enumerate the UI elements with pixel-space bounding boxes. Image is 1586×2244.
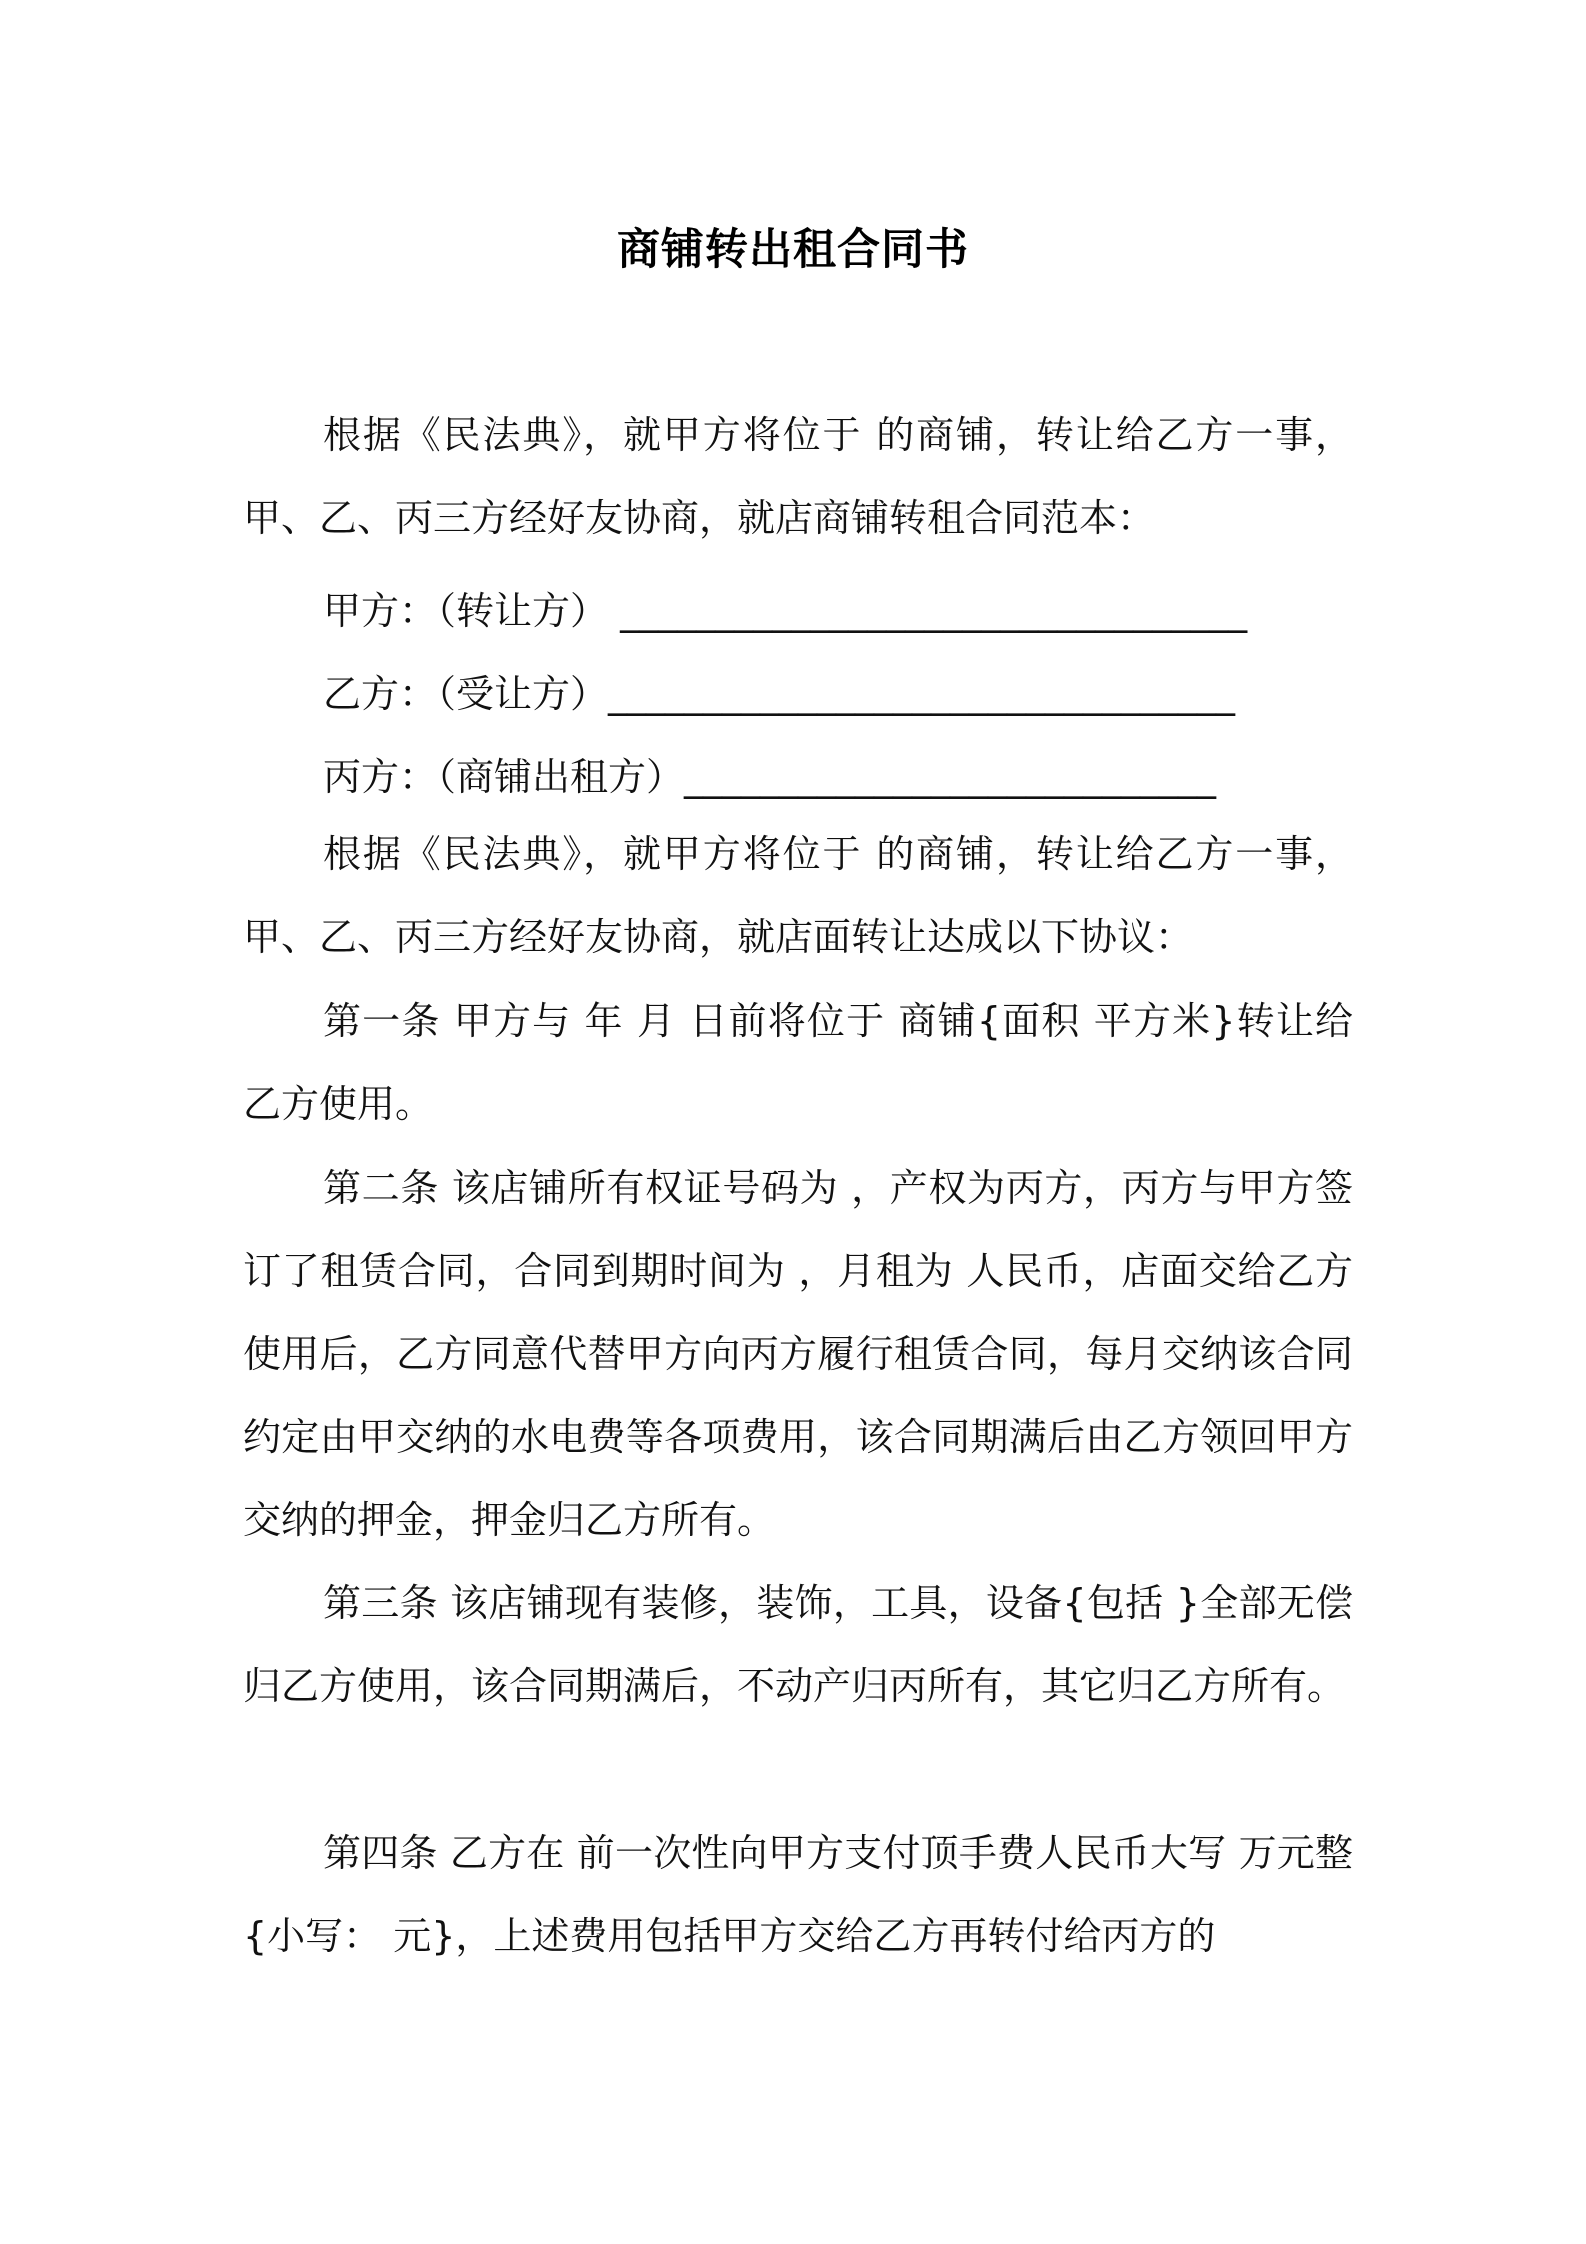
intro-paragraph: 根据《民法典》，就甲方将位于 的商铺，转让给乙方一事，甲、乙、丙三方经好友协商，就店商铺转租合同范本： bbox=[243, 413, 1353, 540]
document-title: 商铺转出租合同书 bbox=[617, 225, 969, 275]
party-b-line: 乙方：（受让方）_________________________________ bbox=[323, 672, 1236, 716]
article-1: 第一条 甲方与 年 月 日前将位于 商铺{面积 平方米}转让给乙方使用。 bbox=[243, 999, 1353, 1126]
party-a-line: 甲方：（转让方） _________________________________ bbox=[323, 589, 1248, 633]
agreement-paragraph: 根据《民法典》，就甲方将位于 的商铺，转让给乙方一事，甲、乙、丙三方经好友协商，就店面转让达成以下协议： bbox=[243, 832, 1353, 959]
party-c-line: 丙方：（商铺出租方）____________________________ bbox=[323, 755, 1217, 799]
article-2: 第二条 该店铺所有权证号码为 ，产权为丙方，丙方与甲方签订了租赁合同，合同到期时间为 ，月租为 人民币，店面交给乙方使用后，乙方同意代替甲方向丙方履行租赁合同，每月交纳该合同约定由甲交纳的水电费等各项费用，该合同期满后由乙方领回甲方交纳的押金，押金归乙方所有。 bbox=[243, 1166, 1353, 1542]
article-3: 第三条 该店铺现有装修，装饰，工具，设备{包括 }全部无偿归乙方使用，该合同期满后，不动产归丙所有，其它归乙方所有。 bbox=[243, 1581, 1353, 1708]
article-4: 第四条 乙方在 前一次性向甲方支付顶手费人民币大写 万元整{小写： 元}，上述费用包括甲方交给乙方再转付给丙方的 bbox=[243, 1831, 1353, 1958]
